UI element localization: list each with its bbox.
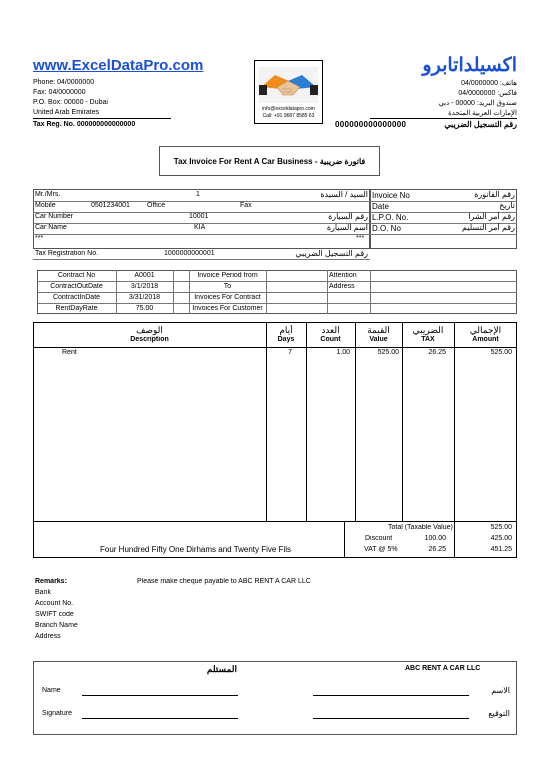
- remarks-label: Remarks:: [35, 578, 67, 585]
- car-name-value: KIA: [194, 224, 206, 231]
- customer-rule-2: [33, 212, 517, 213]
- header-description-ar: الوصف: [136, 325, 163, 335]
- invoice-no-label: Invoice No: [372, 191, 410, 200]
- mr-ar: السيد / السيدة: [320, 190, 368, 199]
- remarks-branch: Branch Name: [35, 622, 78, 629]
- tax-reg-value: 1000000000001: [164, 250, 215, 257]
- row-description: Rent: [62, 349, 77, 356]
- tax-reg-rule: [33, 259, 370, 260]
- signature-ar: التوقيع: [488, 709, 510, 718]
- signature-line-right[interactable]: [313, 718, 469, 719]
- header-tax-ar: الضريبي: [412, 325, 444, 335]
- signature-label: Signature: [42, 710, 72, 717]
- header-left-rule: [33, 118, 171, 119]
- header-count: Count: [320, 336, 341, 343]
- header-amount: Amount: [472, 336, 499, 343]
- taxable-label: Total (Taxable Value): [388, 524, 453, 531]
- contract-col-6: [370, 270, 371, 314]
- discount-mid: 100.00: [424, 535, 446, 542]
- do-ar: رقم أمر التسليم: [462, 223, 515, 232]
- car-name-label: Car Name: [35, 224, 67, 231]
- date-ar: تاريخ: [499, 201, 515, 210]
- row-tax: 26.25: [428, 349, 446, 356]
- header-value: Value: [369, 336, 388, 343]
- rent-day-rate-value: 75.00: [135, 305, 154, 312]
- header-value-ar: القيمة: [367, 325, 390, 335]
- attention-label: Attention: [329, 272, 357, 279]
- row-count: 1.00: [336, 349, 350, 356]
- company-country-ar: الإمارات العربية المتحدة: [448, 110, 517, 117]
- tax-reg-ar: رقم التسجيل الضريبي: [295, 249, 368, 258]
- invoice-title: Tax Invoice For Rent A Car Business - فاتورة ضريبية: [173, 156, 366, 166]
- office-label: Office: [147, 202, 166, 209]
- amount-in-words: Four Hundred Fifty One Dirhams and Twenty Five Fils: [100, 545, 292, 554]
- contract-no-label: Contract No: [57, 272, 96, 279]
- mr-label: Mr./Mrs.: [35, 191, 61, 198]
- contract-rule-3: [37, 303, 517, 304]
- mobile-value: 0501234001: [91, 202, 130, 209]
- company-tax-reg: Tax Reg. No. 000000000000000: [33, 121, 136, 128]
- contract-in-label: ContractInDate: [52, 294, 101, 301]
- company-tax-reg-ar-value: 000000000000000: [335, 120, 407, 129]
- mr-value: 1: [196, 191, 200, 198]
- cheque-note: Please make cheque payable to ABC RENT A CAR LLC: [137, 578, 311, 585]
- customer-rule-3: [33, 223, 517, 224]
- vat-label: VAT @ 5%: [364, 546, 398, 553]
- contract-out-label: ContractOutDate: [50, 283, 103, 290]
- header-days-ar: أيام: [279, 325, 293, 335]
- row-days: 7: [288, 349, 292, 356]
- do-label: D.O. No: [372, 224, 401, 233]
- header-right-rule: [370, 118, 517, 119]
- contract-rule-1: [37, 281, 517, 282]
- header-tax: TAX: [421, 336, 435, 343]
- invoice-title-box: [159, 146, 380, 176]
- remarks-account: Account No.: [35, 600, 74, 607]
- discount-value: 425.00: [490, 535, 512, 542]
- car-number-label: Car Number: [35, 213, 74, 220]
- invoices-for-customer: Invoices For Customer: [192, 305, 263, 312]
- header-amount-ar: الإجمالي: [469, 325, 502, 335]
- company-phone-ar: هاتف: 04/0000000: [461, 80, 517, 87]
- remarks-bank: Bank: [35, 589, 51, 596]
- lpo-label: L.P.O. No.: [372, 213, 409, 222]
- vat-mid: 26.25: [428, 546, 446, 553]
- invoice-period-to: To: [223, 283, 232, 290]
- company-tax-reg-ar-label: رقم التسجيل الضريبي: [444, 120, 517, 129]
- customer-rule-4: [33, 234, 517, 235]
- company-website[interactable]: www.ExcelDataPro.com: [33, 57, 204, 74]
- contract-no-value: A0001: [134, 272, 155, 279]
- date-label: Date: [372, 202, 389, 211]
- contract-col-2: [173, 270, 174, 314]
- stars-left: ***: [35, 235, 44, 242]
- row-amount: 525.00: [490, 349, 512, 356]
- handshake-logo-icon: [255, 63, 322, 107]
- logo-email: info@exceldatapro.com: [262, 106, 315, 112]
- signature-box: [33, 661, 517, 735]
- header-count-ar: العدد: [321, 325, 340, 335]
- fax-label: Fax: [240, 202, 252, 209]
- name-ar: الاسم: [491, 686, 510, 695]
- company-logo: [254, 60, 323, 124]
- company-arabic-name: اكسيلداتابرو: [422, 55, 517, 76]
- company-phone: Phone: 04/0000000: [33, 79, 95, 86]
- items-header-rule: [33, 347, 517, 348]
- mobile-label: Mobile: [35, 202, 56, 209]
- company-country: United Arab Emirates: [33, 109, 100, 116]
- rent-day-rate-label: RentDayRate: [55, 305, 98, 312]
- car-number-value: 10001: [189, 213, 209, 220]
- stars-right: ***: [356, 235, 365, 242]
- invoice-period-from: Invoice Period from: [197, 272, 258, 279]
- company-sign-name: ABC RENT A CAR LLC: [405, 665, 481, 672]
- tax-reg-label: Tax Registration No.: [35, 250, 99, 257]
- remarks-address: Address: [35, 633, 61, 640]
- receiver-ar: المستلم: [206, 664, 237, 674]
- discount-label: Discount: [365, 535, 393, 542]
- items-body-end-rule: [33, 521, 517, 522]
- name-line-right[interactable]: [313, 695, 469, 696]
- logo-call: Call: +91 9687 8585 63: [262, 113, 315, 119]
- header-description: Description: [130, 336, 169, 343]
- company-pobox-ar: صندوق البريد: 00000 - دبي: [438, 100, 517, 107]
- contract-col-5: [327, 270, 328, 314]
- taxable-value: 525.00: [490, 524, 512, 531]
- contract-out-value: 3/1/2018: [130, 283, 159, 290]
- items-table: [33, 322, 517, 558]
- lpo-ar: رقم أمر الشرا: [468, 212, 515, 221]
- car-number-ar: رقم السيارة: [328, 212, 368, 221]
- company-fax: Fax: 04/0000000: [33, 89, 86, 96]
- header-days: Days: [277, 336, 295, 343]
- car-name-ar: اسم السيارة: [326, 223, 368, 232]
- contract-in-value: 3/31/2018: [128, 294, 161, 301]
- vat-value: 451.25: [490, 546, 512, 553]
- signature-line-left[interactable]: [82, 718, 238, 719]
- remarks-swift: SWIFT code: [35, 611, 74, 618]
- name-line-left[interactable]: [82, 695, 238, 696]
- invoices-for-contract: Invoices For Contract: [194, 294, 261, 301]
- company-fax-ar: فاكس: 04/0000000: [458, 90, 517, 97]
- company-pobox: P.O. Box: 00000 - Dubai: [33, 99, 108, 106]
- contract-rule-2: [37, 292, 517, 293]
- contract-col-4: [266, 270, 267, 314]
- invoice-no-ar: رقم الفاتورة: [474, 190, 515, 199]
- name-label: Name: [42, 687, 61, 694]
- address-label: Address: [329, 283, 355, 290]
- row-value: 525.00: [377, 349, 399, 356]
- totals-divider: [344, 521, 345, 558]
